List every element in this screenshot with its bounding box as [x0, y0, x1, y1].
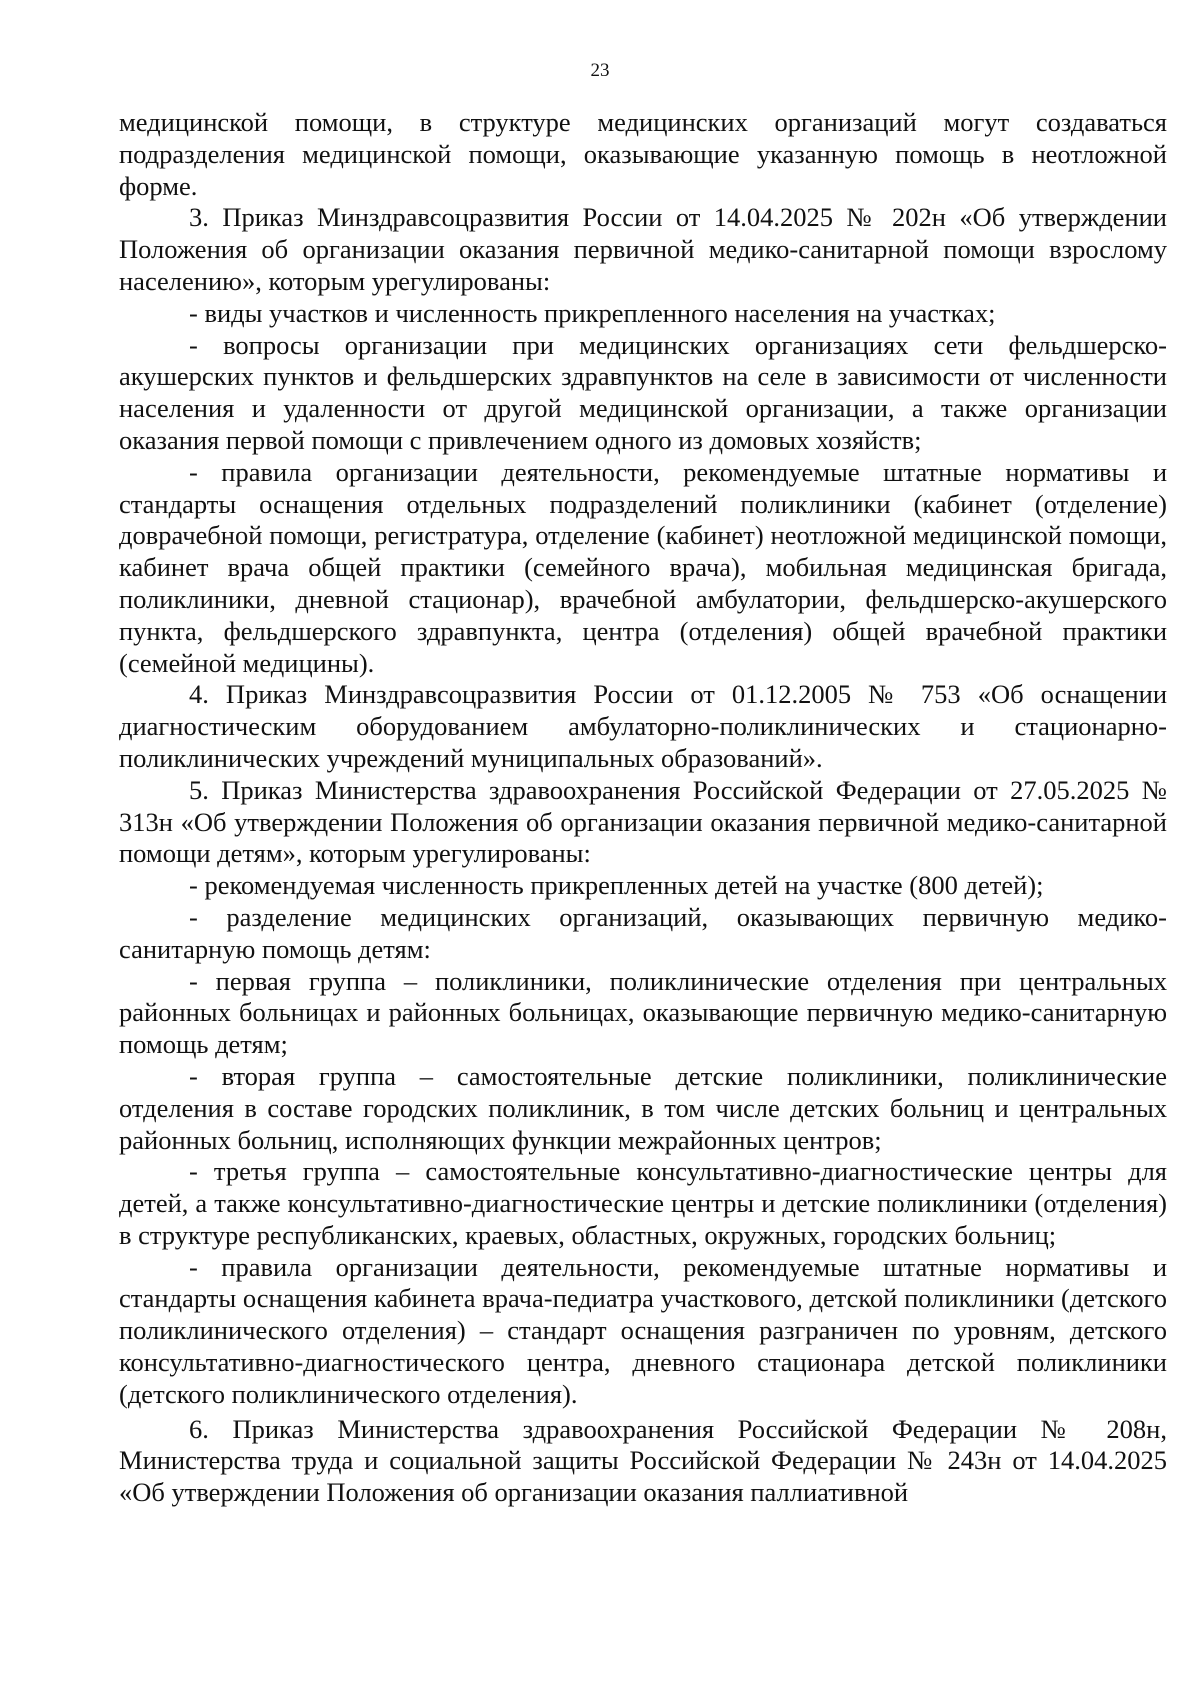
paragraph-continuation: медицинской помощи, в структуре медицинских организаций могут создаваться подразделения медицинской помощи, оказывающие указанную помощь в неотложной форме.	[119, 107, 1167, 201]
bullet-item: - вторая группа – самостоятельные детские поликлиники, поликлинические отделения в составе городских поликлиник, в том числе детских больниц и центральных районных больниц, исполняющих функции межрайонных центров;	[119, 1060, 1167, 1155]
paragraph-item-6: 6. Приказ Министерства здравоохранения Российской Федерации № 208н, Министерства труда и социальной защиты Российской Федерации № 243н от 14.04.2025 «Об утверждении Положения об организации оказания паллиативной	[119, 1413, 1167, 1508]
paragraph-item-3: 3. Приказ Минздравсоцразвития России от 14.04.2025 № 202н «Об утверждении Положения об организации оказания первичной медико-санитарной помощи взрослому населению», которым урегулированы:	[119, 202, 1167, 296]
bullet-item: - правила организации деятельности, рекомендуемые штатные нормативы и стандарты оснащения кабинета врача-педиатра участкового, детской поликлиники (детского поликлинического отделения) – стандарт оснащения разграничен по уровням, детского консультативно-диагностического центра, дневного стационара детской поликлиники (детского поликлинического отделения).	[119, 1251, 1167, 1409]
bullet-item: - разделение медицинских организаций, оказывающих первичную медико-санитарную помощь детям:	[119, 901, 1167, 964]
bullet-item: - рекомендуемая численность прикрепленных детей на участке (800 детей);	[189, 870, 1044, 901]
paragraph-item-5: 5. Приказ Министерства здравоохранения Российской Федерации от 27.05.2025 № 313н «Об утверждении Положения об организации оказания первичной медико-санитарной помощи детям», которым урегулированы:	[119, 774, 1167, 869]
page-number: 23	[590, 60, 610, 81]
bullet-item: - первая группа – поликлиники, поликлинические отделения при центральных районных больницах и районных больницах, оказывающие первичную медико-санитарную помощь детям;	[119, 965, 1167, 1060]
bullet-item: - правила организации деятельности, рекомендуемые штатные нормативы и стандарты оснащения отдельных подразделений поликлиники (кабинет (отделение) доврачебной помощи, регистратура, отделение (кабинет) неотложной медицинской помощи, кабинет врача общей практики (семейного врача), мобильная медицинская бригада, поликлиники, дневной стационар), врачебной амбулатории, фельдшерско-акушерского пункта, фельдшерского здравпункта, центра (отделения) общей врачебной практики (семейной медицины).	[119, 456, 1167, 678]
bullet-item: - виды участков и численность прикрепленного населения на участках;	[189, 297, 996, 328]
paragraph-item-4: 4. Приказ Минздравсоцразвития России от 01.12.2005 № 753 «Об оснащении диагностическим оборудованием амбулаторно-поликлинических и стационарно-поликлинических учреждений муниципальных образований».	[119, 679, 1167, 773]
bullet-item: - вопросы организации при медицинских организациях сети фельдшерско-акушерских пунктов и фельдшерских здравпунктов на селе в зависимости от численности населения и удаленности от другой медицинской организации, а также организации оказания первой помощи с привлечением одного из домовых хозяйств;	[119, 329, 1167, 455]
document-body	[119, 107, 1167, 1509]
bullet-item: - третья группа – самостоятельные консультативно-диагностические центры для детей, а также консультативно-диагностические центры и детские поликлиники (отделения) в структуре республиканских, краевых, областных, окружных, городских больниц;	[119, 1156, 1167, 1250]
